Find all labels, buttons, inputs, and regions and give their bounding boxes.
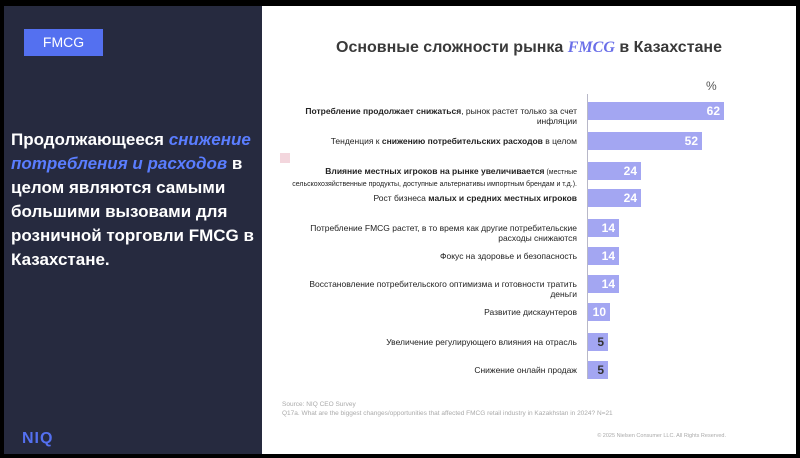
category-label-pre: Рост бизнеса — [373, 193, 429, 203]
bar — [588, 333, 608, 351]
category-label-pre: Тенденция к — [330, 136, 382, 146]
fmcg-badge: FMCG — [24, 29, 103, 56]
chart-title-before: Основные сложности рынка — [336, 39, 568, 56]
category-label-small: (местные сельскохозяйственные продукты, доступные альтернативы импортным брендам и т.д.). — [292, 169, 577, 188]
bar-value-label: 24 — [623, 164, 637, 178]
bar-value-label: 14 — [601, 221, 615, 235]
bar — [588, 219, 619, 237]
category-label — [292, 279, 577, 299]
bar — [588, 361, 608, 379]
bar-value-label: 14 — [601, 277, 615, 291]
category-label-pre: Увеличение регулирующего влияния на отрасль — [386, 337, 577, 347]
category-label-rest: , рынок растет только за счет инфляции — [461, 106, 577, 126]
category-label-bold: снижению потребительских расходов — [381, 136, 543, 146]
headline-part1: Продолжающееся — [11, 130, 169, 149]
bar-value-label: 14 — [601, 249, 615, 263]
left-panel — [4, 6, 262, 454]
category-label — [292, 223, 577, 243]
source-line: Source: NIQ CEO Survey — [282, 401, 356, 408]
category-label-pre: Снижение онлайн продаж — [474, 365, 577, 375]
bar — [588, 102, 724, 120]
chart-panel — [262, 6, 796, 454]
bar-value-label: 52 — [684, 134, 698, 148]
category-label — [292, 193, 577, 203]
bar — [588, 189, 641, 207]
bar — [588, 132, 702, 150]
category-label-pre: Фокус на здоровье и безопасность — [440, 251, 577, 261]
bar-value-label: 5 — [597, 363, 604, 377]
highlight-marker — [280, 153, 290, 163]
headline-part2: в целом являются самыми большими вызовами для розничной торговли FMCG в Казахстане. — [11, 154, 254, 269]
headline — [11, 128, 267, 272]
unit-label: % — [706, 79, 717, 93]
niq-logo: NIQ — [22, 430, 54, 447]
category-label — [292, 251, 577, 261]
category-label-bold: Влияние местных игроков на рынке увеличивается — [325, 166, 545, 176]
bar — [588, 162, 641, 180]
source-question: Q17a. What are the biggest changes/opportunities that affected FMCG retail industry in Kazakhstan in 2024? N=21 — [282, 410, 613, 417]
bar — [588, 275, 619, 293]
bar-value-label: 5 — [597, 335, 604, 349]
category-label — [292, 307, 577, 317]
bar-value-label: 10 — [592, 305, 606, 319]
bar — [588, 247, 619, 265]
category-label-pre: Развитие дискаунтеров — [484, 307, 577, 317]
bar-value-label: 24 — [623, 191, 637, 205]
source-note — [282, 400, 613, 418]
category-label — [292, 337, 577, 347]
copyright: © 2025 Nielsen Consumer LLC. All Rights Reserved. — [597, 433, 726, 439]
category-label — [292, 166, 577, 190]
category-label — [292, 365, 577, 375]
category-label — [292, 106, 577, 126]
category-label-rest: в целом — [542, 136, 577, 146]
bar-value-label: 62 — [706, 104, 720, 118]
chart-title-brand: FMCG — [567, 39, 615, 56]
headline-accent: снижение потребления и расходов — [11, 130, 251, 173]
chart-title-after: в Казахстане — [614, 39, 722, 56]
category-label — [292, 136, 577, 146]
category-label-bold: малых и средних местных игроков — [428, 193, 577, 203]
chart-title — [262, 39, 796, 57]
bar — [588, 303, 610, 321]
category-label-bold: Потребление продолжает снижаться — [305, 106, 462, 116]
category-label-pre: Восстановление потребительского оптимизма и готовности тратить деньги — [309, 279, 577, 299]
category-label-pre: Потребление FMCG растет, в то время как другие потребительские расходы снижаются — [310, 223, 577, 243]
